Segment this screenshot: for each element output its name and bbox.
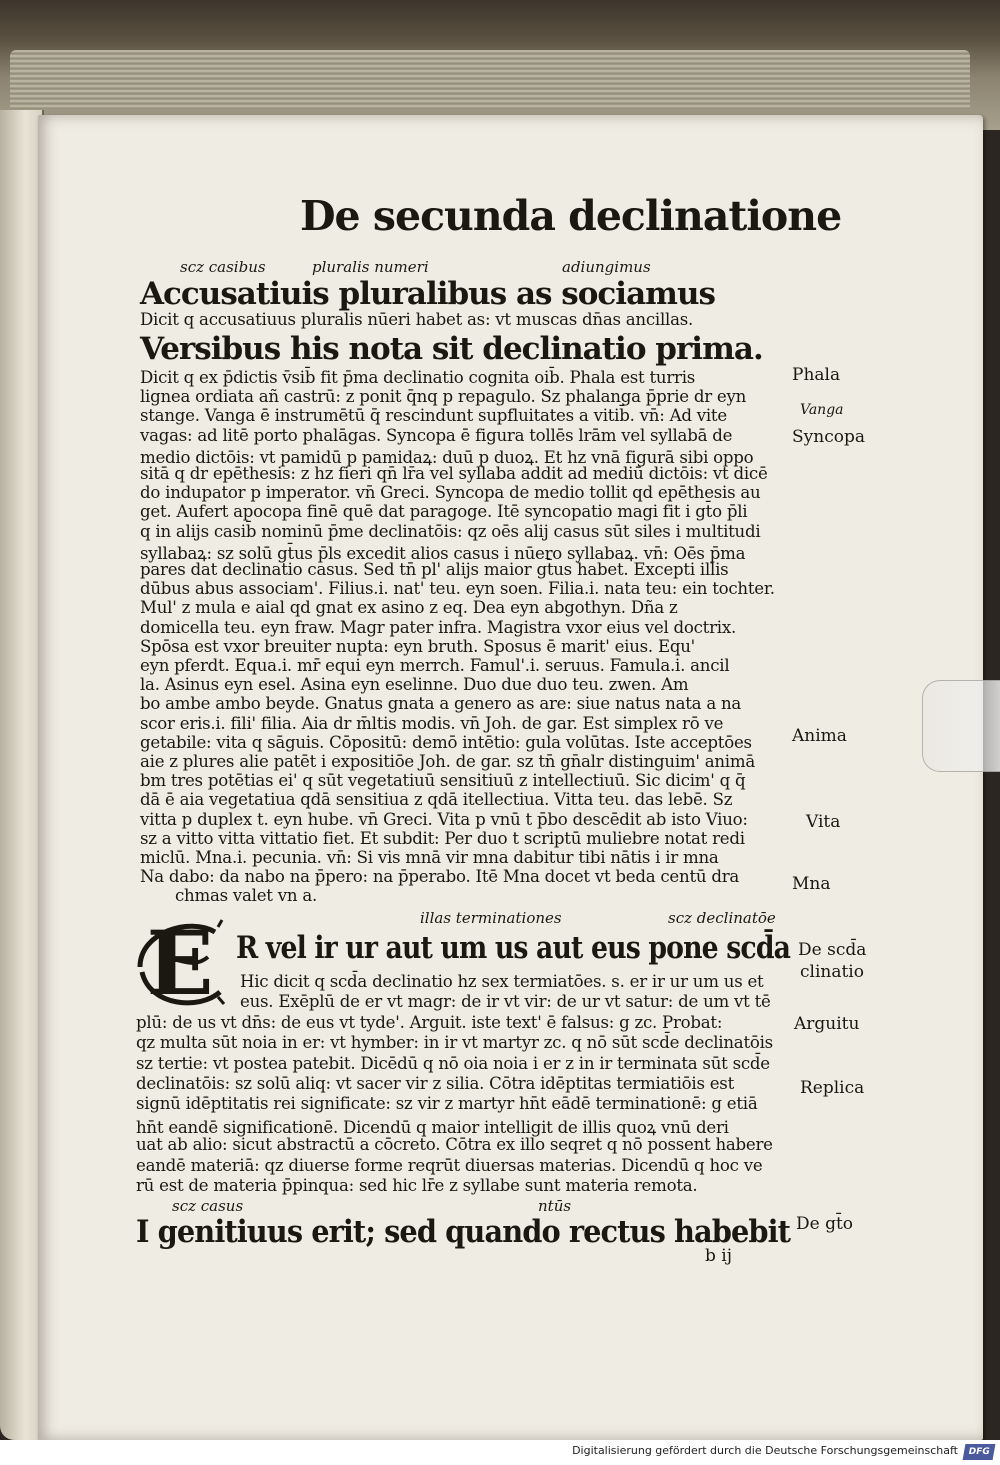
- commentary-line: getabile: vita q sāguis. Cōpositū: demō intētio: gula volūtas. Iste acceptōes: [140, 732, 752, 752]
- commentary-line: bm tres potētias ei' q sūt vegetatiuū sensitiuū z intellectiuū. Sic dicim' q q̄: [140, 771, 746, 791]
- initial-letter: E: [146, 911, 214, 1015]
- commentary-line: sz tertie: vt postea patebit. Dicēdū q nō oia noia i er z in ir terminata sūt scd̄e: [136, 1053, 770, 1073]
- commentary-line: plū: de us vt dn̄s: de eus vt tyde'. Arguit. iste text' ē falsus: g zc. Probat:: [136, 1012, 723, 1032]
- commentary-line: eyn pferdt. Equa.i. mr̄ equi eyn merrch. Famul'.i. seruus. Famula.i. ancil: [140, 656, 730, 675]
- footer-bar: [0, 1440, 1000, 1465]
- commentary-line: Mul' z mula e aial qd gnat ex asino z eq. Dea eyn abgothyn. Dña z: [140, 598, 678, 618]
- interlinear-gloss: scz declinatōe: [668, 909, 776, 927]
- commentary-line: declinatōis: sz solū aliq: vt sacer vir z silia. Cōtra idēptitas termiatiōis est: [136, 1074, 734, 1093]
- page-heading: De secunda declinatione: [300, 192, 842, 240]
- margin-note: Arguitu: [794, 1014, 860, 1034]
- commentary-line: sz a vitto vitta vittatio fiet. Et subdit: Per duo t scriptū muliebre notat redi: [140, 828, 745, 848]
- commentary-line: vagas: ad litē porto phalāgas. Syncopa ē figura tollēs lrām vel syllabā de: [140, 425, 733, 445]
- commentary-line: pares dat declinatio casus. Sed tn̄ pl' alijs maior gt̄us habet. Excepti illis: [140, 560, 729, 579]
- commentary-line: stange. Vanga ē instrumētū q̄ rescindunt supfluitates a vitib̄. vn̄: Ad vite: [140, 406, 727, 426]
- interlinear-gloss: illas terminationes: [420, 909, 562, 927]
- margin-note: Mna: [792, 874, 831, 894]
- margin-note: Syncopa: [792, 427, 865, 447]
- verse-line: I genitiuus erit; sed quando rectus habebit: [136, 1214, 791, 1250]
- commentary-line: Na dabo: da nabo na p̄pero: na p̄perabo. Itē Mna docet vt beda centū dra: [140, 867, 740, 887]
- commentary-line: lignea ordiata añ castrū: z ponit q̄nq p repagulo. Sz phalanga p̄prie dr eyn: [140, 387, 747, 407]
- signature-mark: b ij: [705, 1246, 732, 1266]
- interlinear-gloss: scz casus: [172, 1197, 244, 1215]
- commentary-line: get. Aufert apocopa finē quē dat paragoge. Itē syncopatio magi fit i gt̄o p̄li: [140, 502, 748, 522]
- margin-note: De gt̄o: [796, 1214, 854, 1234]
- margin-note: De scd̄a: [798, 940, 867, 960]
- margin-note: Vita: [806, 812, 841, 832]
- margin-note: Anima: [792, 726, 847, 746]
- interlinear-gloss: adiungimus: [562, 258, 651, 276]
- interlinear-gloss: scz casibus: [180, 258, 266, 276]
- commentary-line: q in alijs casib̄ nominū p̄me declinatōis: qz oēs alij casus sūt siles i multitudi: [140, 521, 761, 541]
- verse-line: Accusatiuis pluralibus as sociamus: [140, 276, 715, 312]
- commentary-line: la. Asinus eyn esel. Asina eyn eselinne. Duo due duo teu. zwen. Am: [140, 675, 689, 695]
- commentary-line: Dicit q ex p̄dictis v̄sib̄ fit p̄ma declinatio cognita oib̄. Phala est turris: [140, 368, 696, 387]
- commentary-line: medio dictōis: vt pamidū p pamidaꝝ: duū p duoꝝ. Et hz vnā figurā sibi oppo: [140, 447, 754, 467]
- commentary-line: Dicit q accusatiuus pluralis nūeri habet as: vt muscas dn̄as ancillas.: [140, 310, 694, 329]
- interlinear-gloss: pluralis numeri: [312, 258, 429, 276]
- footer-credit: Digitalisierung gefördert durch die Deutsche Forschungsgemeinschaft: [572, 1444, 958, 1457]
- verse-line: Versibus his nota sit declinatio prima.: [140, 331, 763, 367]
- commentary-line: chmas valet vn a.: [175, 886, 317, 906]
- commentary-line: dūbus abus associam'. Filius.i. nat' teu. eyn soen. Filia.i. nata teu: ein tochter.: [140, 579, 775, 599]
- verse-line: R vel ir ur aut um us aut eus pone scd̄a: [236, 930, 791, 966]
- margin-note: clinatio: [800, 962, 864, 982]
- commentary-line: bo ambe ambo beyde. Gnatus gnata a genero as are: siue natus nata a na: [140, 694, 742, 714]
- commentary-line: Spōsa est vxor breuiter nupta: eyn bruth. Sposus ē marit' eius. Equ': [140, 636, 695, 656]
- margin-note: Vanga: [800, 402, 844, 418]
- commentary-line: uat ab alio: sicut abstractū a cōcreto. Cōtra ex illo seqret q nō possent habere: [136, 1135, 773, 1155]
- commentary-line: eandē materiā: qz diuerse forme reqrūt diuersas materias. Dicendū q hoc ve: [136, 1155, 763, 1175]
- margin-note: Replica: [800, 1078, 865, 1098]
- dfg-logo-icon: DFG: [963, 1444, 996, 1460]
- commentary-line: scor eris.i. fili' filia. Aia dr m̄ltis modis. vn̄ Joh. de gar. Est simplex rō ve: [140, 713, 724, 733]
- commentary-line: dā ē aia vegetatiua qdā sensitiua z qdā itellectiua. Vitta teu. das lebē. Sz: [140, 790, 733, 810]
- commentary-line: sitā q dr epēthesis: z hz fieri qn̄ lr̄a vel syllaba addit ad mediū dictōis: vt dicē: [140, 464, 768, 483]
- margin-note: Phala: [792, 365, 841, 385]
- commentary-line: do indupator p imperator. vn̄ Greci. Syncopa de medio tollit qd epēthesis au: [140, 483, 761, 503]
- commentary-line: syllabaꝝ: sz solū gt̄us p̄ls excedit alios casus i nūero syllabaꝝ. vn̄: Oēs p̄ma: [140, 543, 746, 563]
- commentary-line: aie z plures alie patēt i expositiōe Joh. de gar. sz tn̄ gn̄alr distinguim' animā: [140, 752, 755, 771]
- commentary-line: vitta p duplex t. eyn hube. vn̄ Greci. Vita p vnū t p̄bo descēdit ab isto Viuo:: [140, 809, 748, 829]
- commentary-line: qz multa sūt noia in er: vt hymber: in ir vt martyr zc. q nō sūt scd̄e declinatōis: [136, 1033, 773, 1053]
- page-scanner-tab: [922, 680, 1000, 772]
- commentary-line: Hic dicit q scd̄a declinatio hz sex termiatōes. s. er ir ur um us et: [240, 972, 764, 991]
- commentary-line: miclū. Mna.i. pecunia. vn̄: Si vis mnā vir mna dabitur tibi nātis i ir mna: [140, 848, 719, 867]
- commentary-line: eus. Exēplū de er vt magr: de ir vt vir: de ur vt satur: de um vt tē: [240, 992, 771, 1012]
- book-top-edge: [0, 0, 1000, 130]
- commentary-line: hn̄t eandē significationē. Dicendū q maior intelligit de illis quoꝝ vnū deri: [136, 1117, 729, 1137]
- interlinear-gloss: ntūs: [538, 1197, 572, 1215]
- commentary-line: rū est de materia p̄pinqua: sed hic lr̄e z syllabe sunt materia remota.: [136, 1176, 698, 1195]
- commentary-line: domicella teu. eyn fraw. Magr pater infra. Magistra vxor eius vel doctrix.: [140, 617, 736, 637]
- commentary-line: signū idēptitatis rei significate: sz vir z martyr hn̄t eādē terminationē: g etiā: [136, 1094, 758, 1114]
